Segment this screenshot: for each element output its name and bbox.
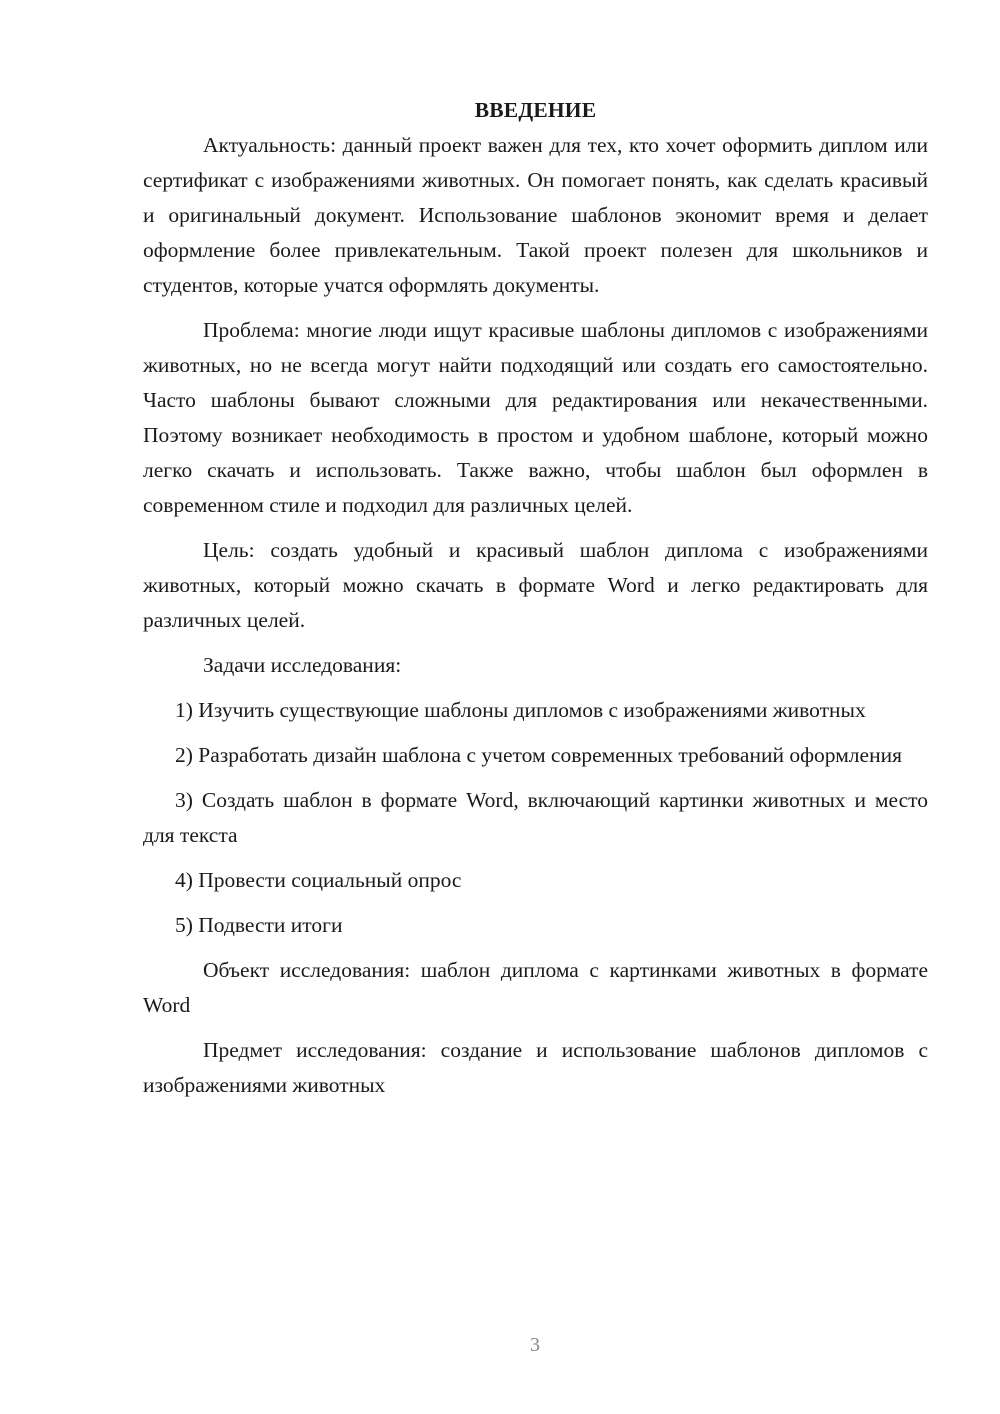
tasks-heading: Задачи исследования: — [203, 653, 402, 677]
goal-paragraph: Цель: создать удобный и красивый шаблон диплома с изображениями животных, который можно скачать в формате Word и легко редактировать для различных целей. — [143, 538, 928, 632]
task-item-2: 2) Разработать дизайн шаблона с учетом современных требований оформления — [175, 743, 902, 767]
subject-paragraph: Предмет исследования: создание и использование шаблонов дипломов с изображениями животных — [143, 1038, 928, 1097]
task-item-5: 5) Подвести итоги — [175, 913, 343, 937]
relevance-paragraph: Актуальность: данный проект важен для тех, кто хочет оформить диплом или сертификат с изображениями животных. Он помогает понять, как сделать красивый и оригинальный документ. Использование шаблонов экономит время и делает оформление более привлекательным. Такой проект полезен для школьников и студентов, которые учатся оформлять документы. — [143, 133, 928, 297]
task-item-1: 1) Изучить существующие шаблоны дипломов с изображениями животных — [175, 698, 866, 722]
page-title: ВВЕДЕНИЕ — [474, 98, 597, 122]
document-body — [143, 92, 928, 1103]
page-number: 3 — [530, 1334, 540, 1356]
problem-paragraph: Проблема: многие люди ищут красивые шаблоны дипломов с изображениями животных, но не всегда могут найти подходящий или создать его самостоятельно. Часто шаблоны бывают сложными для редактирования или некачественными. Поэтому возникает необходимость в простом и удобном шаблоне, который можно легко скачать и использовать. Также важно, чтобы шаблон был оформлен в современном стиле и подходил для различных целей. — [143, 318, 928, 517]
task-item-4: 4) Провести социальный опрос — [175, 868, 462, 892]
object-paragraph: Объект исследования: шаблон диплома с картинками животных в формате Word — [143, 958, 928, 1017]
task-item-3: 3) Создать шаблон в формате Word, включающий картинки животных и место для текста — [143, 788, 928, 847]
